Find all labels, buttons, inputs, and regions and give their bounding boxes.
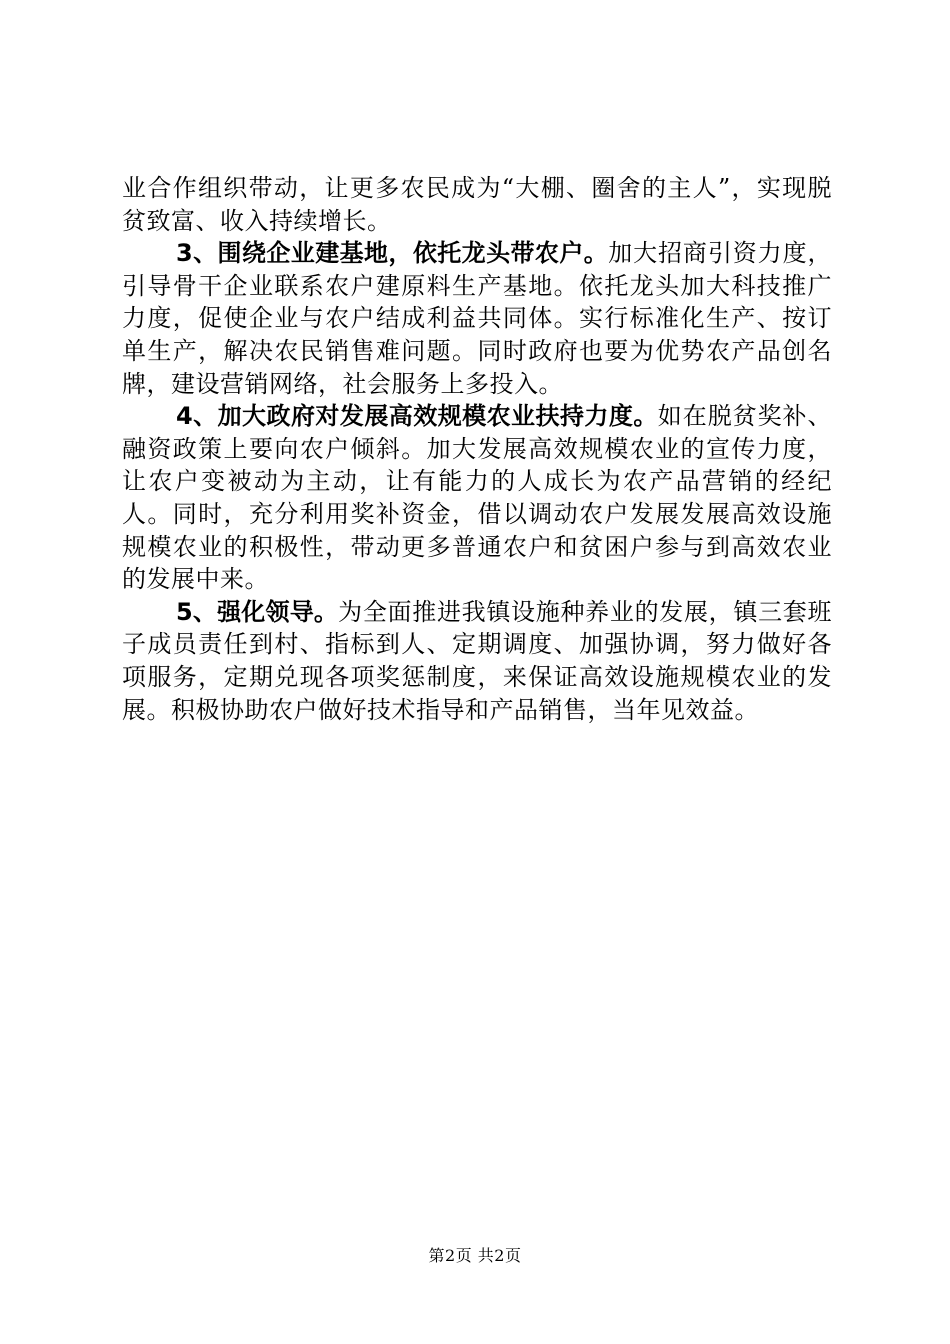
paragraph-heading: 5、强化领导。	[176, 597, 339, 626]
paragraph-text: 为全面推进我镇设施种养业的发展，镇三套班子成员责任到村、指标到人、定期调度、加强协调，努力做好各项服务，定期兑现各项奖惩制度，来保证高效设施规模农业的发展。积极协助农户做好技术指导和产品销售，当年见效益。	[122, 597, 832, 724]
paragraph-item-5	[122, 596, 832, 726]
paragraph-text: 业合作组织带动，让更多农民成为“大棚、圈舍的主人”，实现脱贫致富、收入持续增长。	[122, 174, 832, 235]
paragraph-heading: 4、加大政府对发展高效规模农业扶持力度。	[176, 402, 658, 431]
paragraph-text: 加大招商引资力度，引导骨干企业联系农户建原料生产基地。依托龙头加大科技推广力度，促使企业与农户结成利益共同体。实行标准化生产、按订单生产，解决农民销售难问题。同时政府也要为优势农产品创名牌，建设营销网络，社会服务上多投入。	[122, 239, 833, 398]
paragraph-heading: 3、围绕企业建基地，依托龙头带农户。	[176, 239, 609, 268]
document-body	[122, 172, 832, 726]
paragraph-item-3	[122, 237, 832, 400]
paragraph-item-4	[122, 400, 832, 596]
paragraph-text: 如在脱贫奖补、融资政策上要向农户倾斜。加大发展高效规模农业的宣传力度，让农户变被动为主动，让有能力的人成长为农产品营销的经纪人。同时，充分利用奖补资金，借以调动农户发展发展高效设施规模农业的积极性，带动更多普通农户和贫困户参与到高效农业的发展中来。	[122, 402, 833, 594]
paragraph-continuation	[122, 172, 832, 237]
page-number-footer: 第2页 共2页	[428, 1246, 522, 1265]
